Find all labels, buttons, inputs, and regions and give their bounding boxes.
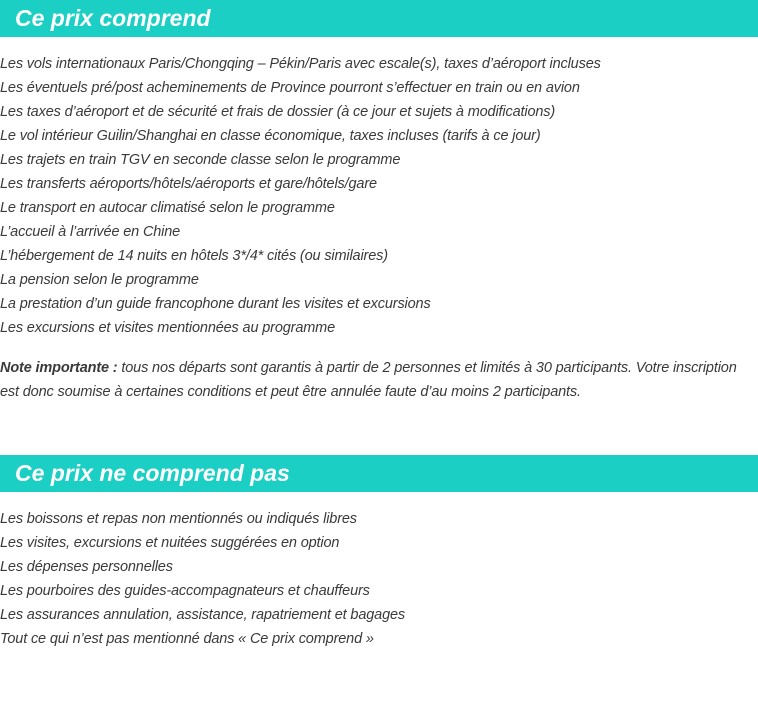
list-item: La prestation d’un guide francophone durant les visites et excursions xyxy=(0,296,431,312)
list-item: Les taxes d’aéroport et de sécurité et frais de dossier (à ce jour et sujets à modifications) xyxy=(0,104,556,120)
important-note xyxy=(0,356,752,404)
important-note-label: Note importante : xyxy=(0,360,118,376)
list-item: Le transport en autocar climatisé selon le programme xyxy=(0,200,335,216)
list-item: Les visites, excursions et nuitées suggérées en option xyxy=(0,535,340,551)
list-item: Les pourboires des guides-accompagnateurs et chauffeurs xyxy=(0,583,370,599)
excluded-items-list xyxy=(0,507,758,651)
list-item: Les dépenses personnelles xyxy=(0,559,173,575)
included-items-list xyxy=(0,52,758,340)
list-item: Le vol intérieur Guilin/Shanghai en classe économique, taxes incluses (tarifs à ce jour) xyxy=(0,128,541,144)
list-item: Les trajets en train TGV en seconde classe selon le programme xyxy=(0,152,401,168)
list-item: Les excursions et visites mentionnées au programme xyxy=(0,320,336,336)
excluded-section-header xyxy=(0,455,758,492)
list-item: Les transferts aéroports/hôtels/aéroports et gare/hôtels/gare xyxy=(0,176,377,192)
excluded-section-title: Ce prix ne comprend pas xyxy=(15,460,290,486)
list-item: Les éventuels pré/post acheminements de Province pourront s’effectuer en train ou en avion xyxy=(0,80,580,96)
list-item: Les assurances annulation, assistance, rapatriement et bagages xyxy=(0,607,406,623)
important-note-text: tous nos départs sont garantis à partir de 2 personnes et limités à 30 participants. Votre inscription est donc soumise à certaines conditions et peut être annulée faute d’au moins 2 participants. xyxy=(0,360,737,400)
list-item: Les boissons et repas non mentionnés ou indiqués libres xyxy=(0,511,357,527)
list-item: L’hébergement de 14 nuits en hôtels 3*/4* cités (ou similaires) xyxy=(0,248,388,264)
included-section-title: Ce prix comprend xyxy=(15,5,211,31)
list-item: La pension selon le programme xyxy=(0,272,199,288)
list-item: Les vols internationaux Paris/Chongqing – Pékin/Paris avec escale(s), taxes d’aéroport incluses xyxy=(0,56,601,72)
list-item: Tout ce qui n’est pas mentionné dans « Ce prix comprend » xyxy=(0,631,374,647)
included-section-header xyxy=(0,0,758,37)
list-item: L’accueil à l’arrivée en Chine xyxy=(0,224,181,240)
